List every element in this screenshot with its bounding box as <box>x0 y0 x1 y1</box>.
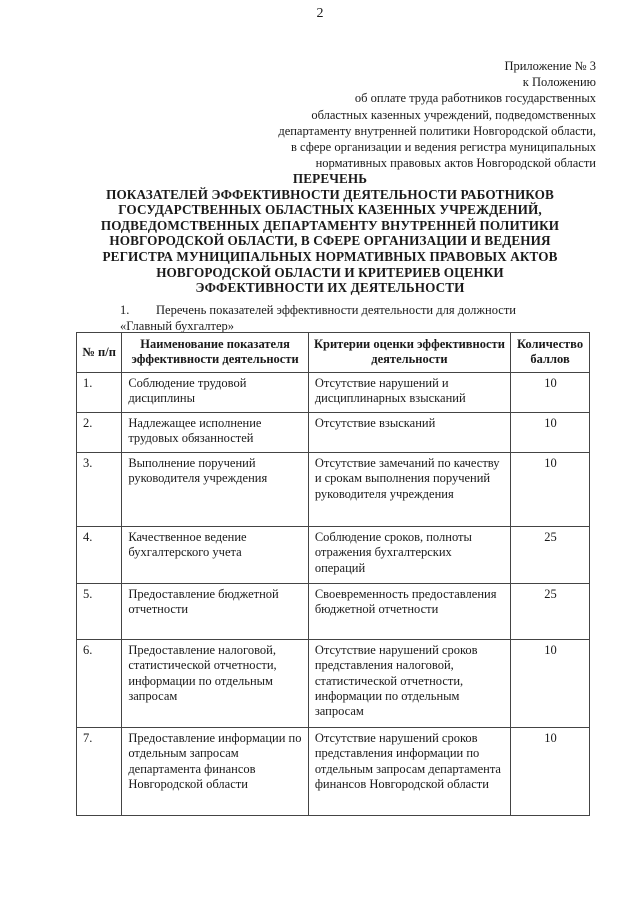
row-points: 10 <box>511 639 590 727</box>
title-line: РЕГИСТРА МУНИЦИПАЛЬНЫХ НОРМАТИВНЫХ ПРАВОВЫХ АКТОВ <box>102 248 558 264</box>
page-number: 2 <box>316 6 324 21</box>
row-num: 4. <box>77 526 122 583</box>
row-indicator: Предоставление информации по отдельным запросам департамента финансов Новгородской области <box>122 727 309 815</box>
table-row <box>77 583 590 639</box>
title-line: ПОКАЗАТЕЛЕЙ ЭФФЕКТИВНОСТИ ДЕЯТЕЛЬНОСТИ РАБОТНИКОВ <box>106 186 554 202</box>
row-indicator: Предоставление бюджетной отчетности <box>122 583 309 639</box>
appendix-line: нормативных правовых актов Новгородской области <box>315 156 596 171</box>
row-num: 7. <box>77 727 122 815</box>
title-line: ЭФФЕКТИВНОСТИ ИХ ДЕЯТЕЛЬНОСТИ <box>195 280 465 296</box>
title-line: НОВГОРОДСКОЙ ОБЛАСТИ И КРИТЕРИЕВ ОЦЕНКИ <box>156 264 504 280</box>
row-points: 10 <box>511 372 590 412</box>
row-num: 5. <box>77 583 122 639</box>
row-criteria: Соблюдение сроков, полноты отражения бухгалтерских операций <box>308 526 510 583</box>
row-indicator: Качественное ведение бухгалтерского учета <box>122 526 309 583</box>
row-points: 10 <box>511 727 590 815</box>
header-num: № п/п <box>77 333 122 373</box>
section-role: «Главный бухгалтер» <box>120 319 235 333</box>
row-criteria: Своевременность предоставления бюджетной отчетности <box>308 583 510 639</box>
row-num: 6. <box>77 639 122 727</box>
row-points: 25 <box>511 583 590 639</box>
section-text: Перечень показателей эффективности деятельности для должности <box>156 303 516 317</box>
row-indicator: Предоставление налоговой, статистической отчетности, информации по отдельным запросам <box>122 639 309 727</box>
appendix-line: в сфере организации и ведения регистра муниципальных <box>291 140 596 155</box>
appendix-line: областных казенных учреждений, подведомственных <box>311 107 596 122</box>
row-num: 2. <box>77 412 122 452</box>
row-criteria: Отсутствие замечаний по качеству и срокам выполнения поручений руководителя учреждения <box>308 452 510 526</box>
table-row <box>77 452 590 526</box>
row-indicator: Надлежащее исполнение трудовых обязанностей <box>122 412 309 452</box>
appendix-line: департаменту внутренней политики Новгородской области, <box>278 123 596 138</box>
header-points: Количество баллов <box>511 333 590 373</box>
appendix-line: к Положению <box>522 75 596 90</box>
row-num: 1. <box>77 372 122 412</box>
header-criteria: Критерии оценки эффективности деятельности <box>308 333 510 373</box>
row-points: 25 <box>511 526 590 583</box>
section-number: 1. <box>120 303 130 317</box>
title-line: ПЕРЕЧЕНЬ <box>292 171 368 186</box>
row-num: 3. <box>77 452 122 526</box>
appendix-header <box>236 58 596 171</box>
table-row <box>77 526 590 583</box>
table-row <box>77 372 590 412</box>
section-heading <box>120 302 590 334</box>
row-points: 10 <box>511 452 590 526</box>
header-indicator: Наименование показателя эффективности деятельности <box>122 333 309 373</box>
row-indicator: Выполнение поручений руководителя учреждения <box>122 452 309 526</box>
table-header-row <box>77 333 590 373</box>
document-title <box>95 171 565 296</box>
title-line: ПОДВЕДОМСТВЕННЫХ ДЕПАРТАМЕНТУ ВНУТРЕННЕЙ ПОЛИТИКИ <box>100 217 560 233</box>
row-points: 10 <box>511 412 590 452</box>
title-line: НОВГОРОДСКОЙ ОБЛАСТИ, В СФЕРЕ ОРГАНИЗАЦИИ И ВЕДЕНИЯ <box>109 233 551 249</box>
title-line: ГОСУДАРСТВЕННЫХ ОБЛАСТНЫХ КАЗЕННЫХ УЧРЕЖДЕНИЙ, <box>118 202 542 218</box>
row-criteria: Отсутствие нарушений сроков представления информации по отдельным запросам департамента финансов Новгородской области <box>308 727 510 815</box>
row-criteria: Отсутствие нарушений сроков представления налоговой, статистической отчетности, информации по отдельным запросам <box>308 639 510 727</box>
indicators-table <box>76 332 590 816</box>
appendix-line: Приложение № 3 <box>504 59 596 73</box>
table-row <box>77 639 590 727</box>
row-indicator: Соблюдение трудовой дисциплины <box>122 372 309 412</box>
appendix-line: об оплате труда работников государственных <box>354 91 596 106</box>
row-criteria: Отсутствие нарушений и дисциплинарных взысканий <box>308 372 510 412</box>
table-row <box>77 727 590 815</box>
table-row <box>77 412 590 452</box>
row-criteria: Отсутствие взысканий <box>308 412 510 452</box>
